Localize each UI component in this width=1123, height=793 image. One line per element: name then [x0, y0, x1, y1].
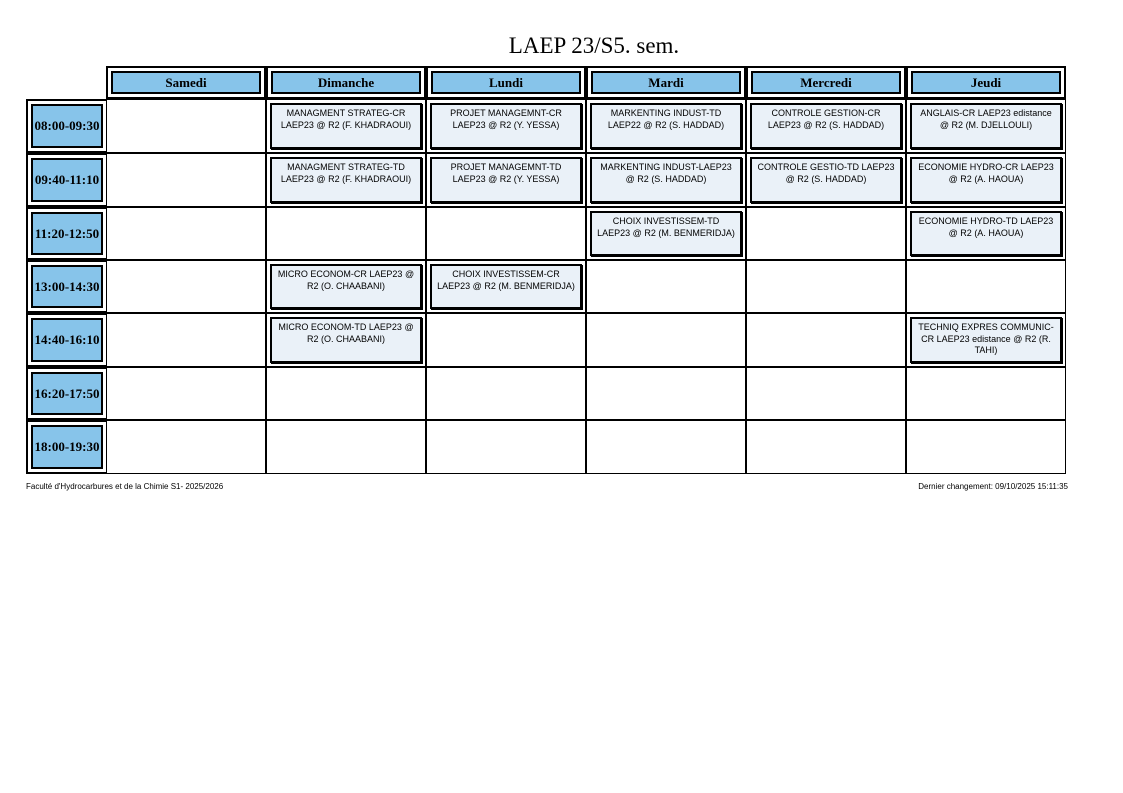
timetable-cell — [426, 313, 586, 367]
time-label: 08:00-09:30 — [31, 104, 103, 148]
timetable-cell — [906, 207, 1066, 260]
session-block[interactable]: PROJET MANAGEMNT-CR LAEP23 @ R2 (Y. YESSA) — [430, 103, 582, 149]
session-block[interactable]: CHOIX INVESTISSEM-CR LAEP23 @ R2 (M. BENMERIDJA) — [430, 264, 582, 309]
timetable-cell — [746, 153, 906, 207]
day-label: Samedi — [111, 71, 261, 94]
timetable-cell — [266, 99, 426, 153]
timetable-cell — [906, 260, 1066, 313]
time-label: 18:00-19:30 — [31, 425, 103, 469]
time-slot-header — [26, 153, 108, 207]
timetable-cell — [746, 420, 906, 474]
timetable-cell — [106, 153, 266, 207]
session-block[interactable]: ECONOMIE HYDRO-TD LAEP23 @ R2 (A. HAOUA) — [910, 211, 1062, 256]
session-block[interactable]: CONTROLE GESTIO-TD LAEP23 @ R2 (S. HADDAD) — [750, 157, 902, 203]
timetable-cell — [586, 207, 746, 260]
day-label: Jeudi — [911, 71, 1061, 94]
session-block[interactable]: MANAGMENT STRATEG-CR LAEP23 @ R2 (F. KHADRAOUI) — [270, 103, 422, 149]
timetable-cell — [906, 367, 1066, 420]
session-block[interactable]: MARKENTING INDUST-LAEP23 @ R2 (S. HADDAD) — [590, 157, 742, 203]
footer-last-change: Dernier changement: 09/10/2025 15:11:35 — [918, 482, 1068, 491]
timetable-cell — [426, 420, 586, 474]
timetable-cell — [106, 207, 266, 260]
time-label: 16:20-17:50 — [31, 372, 103, 415]
day-header-mardi — [586, 66, 746, 99]
timetable-cell — [106, 420, 266, 474]
timetable-grid — [26, 66, 1068, 474]
time-label: 13:00-14:30 — [31, 265, 103, 308]
time-slot-header — [26, 313, 108, 367]
session-block[interactable]: PROJET MANAGEMNT-TD LAEP23 @ R2 (Y. YESSA) — [430, 157, 582, 203]
timetable-cell — [426, 99, 586, 153]
day-label: Mardi — [591, 71, 741, 94]
timetable-cell — [746, 367, 906, 420]
page-title: LAEP 23/S5. sem. — [508, 33, 680, 58]
time-slot-header — [26, 367, 108, 420]
day-label: Mercredi — [751, 71, 901, 94]
day-label: Dimanche — [271, 71, 421, 94]
timetable-cell — [586, 367, 746, 420]
day-header-mercredi — [746, 66, 906, 99]
timetable-cell — [746, 313, 906, 367]
session-block[interactable]: ANGLAIS-CR LAEP23 edistance @ R2 (M. DJELLOULI) — [910, 103, 1062, 149]
time-label: 14:40-16:10 — [31, 318, 103, 362]
timetable-cell — [426, 153, 586, 207]
session-block[interactable]: CONTROLE GESTION-CR LAEP23 @ R2 (S. HADDAD) — [750, 103, 902, 149]
timetable-cell — [746, 99, 906, 153]
timetable-cell — [586, 99, 746, 153]
time-label: 11:20-12:50 — [31, 212, 103, 255]
time-slot-header — [26, 260, 108, 313]
timetable-cell — [266, 207, 426, 260]
timetable-cell — [586, 153, 746, 207]
time-slot-header — [26, 99, 108, 153]
timetable-cell — [586, 313, 746, 367]
timetable-cell — [906, 99, 1066, 153]
session-block[interactable]: MICRO ECONOM-CR LAEP23 @ R2 (O. CHAABANI) — [270, 264, 422, 309]
timetable-cell — [906, 313, 1066, 367]
timetable-cell — [906, 420, 1066, 474]
day-header-lundi — [426, 66, 586, 99]
day-header-samedi — [106, 66, 266, 99]
timetable-cell — [266, 313, 426, 367]
session-block[interactable]: MARKENTING INDUST-TD LAEP22 @ R2 (S. HADDAD) — [590, 103, 742, 149]
timetable-cell — [106, 367, 266, 420]
session-block[interactable]: CHOIX INVESTISSEM-TD LAEP23 @ R2 (M. BENMERIDJA) — [590, 211, 742, 256]
timetable-cell — [426, 260, 586, 313]
timetable-cell — [746, 207, 906, 260]
day-header-jeudi — [906, 66, 1066, 99]
footer-institution: Faculté d'Hydrocarbures et de la Chimie S1- 2025/2026 — [26, 482, 224, 491]
timetable-cell — [586, 260, 746, 313]
timetable-cell — [266, 260, 426, 313]
timetable-cell — [426, 367, 586, 420]
time-label: 09:40-11:10 — [31, 158, 103, 202]
timetable-cell — [266, 420, 426, 474]
session-block[interactable]: MANAGMENT STRATEG-TD LAEP23 @ R2 (F. KHADRAOUI) — [270, 157, 422, 203]
timetable-cell — [906, 153, 1066, 207]
session-block[interactable]: TECHNIQ EXPRES COMMUNIC-CR LAEP23 edistance @ R2 (R. TAHI) — [910, 317, 1062, 363]
timetable-cell — [106, 260, 266, 313]
time-slot-header — [26, 420, 108, 474]
timetable-cell — [746, 260, 906, 313]
timetable-cell — [266, 367, 426, 420]
timetable-cell — [586, 420, 746, 474]
timetable-cell — [106, 313, 266, 367]
session-block[interactable]: ECONOMIE HYDRO-CR LAEP23 @ R2 (A. HAOUA) — [910, 157, 1062, 203]
timetable-cell — [266, 153, 426, 207]
timetable-cell — [106, 99, 266, 153]
timetable-cell — [426, 207, 586, 260]
time-slot-header — [26, 207, 108, 260]
day-label: Lundi — [431, 71, 581, 94]
day-header-dimanche — [266, 66, 426, 99]
session-block[interactable]: MICRO ECONOM-TD LAEP23 @ R2 (O. CHAABANI) — [270, 317, 422, 363]
